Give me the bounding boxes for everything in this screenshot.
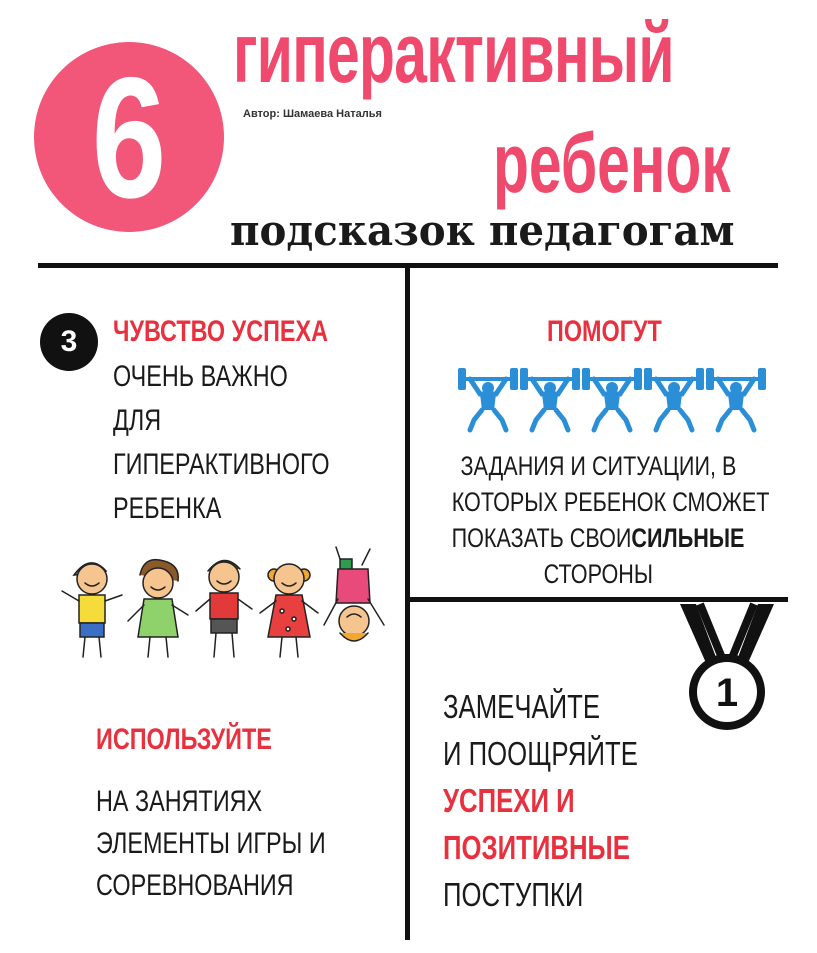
- success-line: ОЧЕНЬ ВАЖНО: [113, 360, 288, 393]
- use-line: СОРЕВНОВАНИЯ: [96, 869, 294, 902]
- child-figure-4: [260, 564, 318, 657]
- notice-line: ЗАМЕЧАЙТЕ: [443, 688, 601, 725]
- weightlifter-icon: [644, 368, 704, 430]
- notice-line: И ПООЩРЯЙТЕ: [443, 735, 638, 772]
- child-figure-2: [128, 560, 188, 657]
- help-text: [412, 448, 784, 592]
- children-illustration: [52, 545, 402, 665]
- help-line: ЗАДАНИЯ И СИТУАЦИИ, В: [460, 451, 736, 481]
- help-line: КОТОРЫХ РЕБЕНОК СМОЖЕТ: [451, 487, 770, 517]
- help-line: СТОРОНЫ: [543, 559, 653, 589]
- medal-number: 1: [715, 671, 739, 715]
- child-figure-1: [62, 563, 122, 657]
- child-figure-3: [196, 560, 252, 657]
- number-circle: [34, 42, 224, 232]
- success-line: РЕБЕНКА: [113, 492, 222, 525]
- success-line: ДЛЯ: [113, 404, 162, 437]
- vertical-divider: [405, 268, 410, 940]
- strong-word: СИЛЬНЫЕ: [631, 523, 745, 553]
- notice-red-line: УСПЕХИ И: [443, 782, 575, 819]
- weightlifter-icon: [706, 368, 766, 430]
- use-line: НА ЗАНЯТИЯХ: [96, 785, 263, 818]
- weightlifters-row: [458, 364, 778, 434]
- use-heading: ИСПОЛЬЗУЙТЕ: [96, 723, 272, 756]
- child-figure-5: [324, 547, 384, 641]
- use-text: [96, 782, 390, 908]
- success-heading: ЧУВСТВО УСПЕХА: [113, 315, 329, 348]
- success-line: ГИПЕРАКТИВНОГО: [113, 448, 330, 481]
- help-line-3: ПОКАЗАТЬ СВОИСИЛЬНЫЕ: [451, 523, 745, 553]
- use-line: ЭЛЕМЕНТЫ ИГРЫ И: [96, 827, 326, 860]
- notice-red-line: ПОЗИТИВНЫЕ: [443, 829, 630, 866]
- weightlifter-icon: [582, 368, 642, 430]
- tip-number-badge: 3: [40, 313, 98, 371]
- author-credit: Автор: Шамаева Наталья: [243, 108, 382, 120]
- notice-text: [443, 684, 693, 919]
- subtitle: подсказок педагогам: [230, 206, 735, 255]
- notice-line: ПОСТУПКИ: [443, 876, 584, 913]
- title-line-2: ребенок: [493, 116, 731, 210]
- weightlifter-icon: [520, 368, 580, 430]
- tips-count: 6: [91, 42, 167, 234]
- success-text: [113, 357, 391, 533]
- help-heading: ПОМОГУТ: [547, 315, 662, 348]
- title-line-1: гиперактивный: [233, 6, 674, 100]
- weightlifter-icon: [458, 368, 518, 430]
